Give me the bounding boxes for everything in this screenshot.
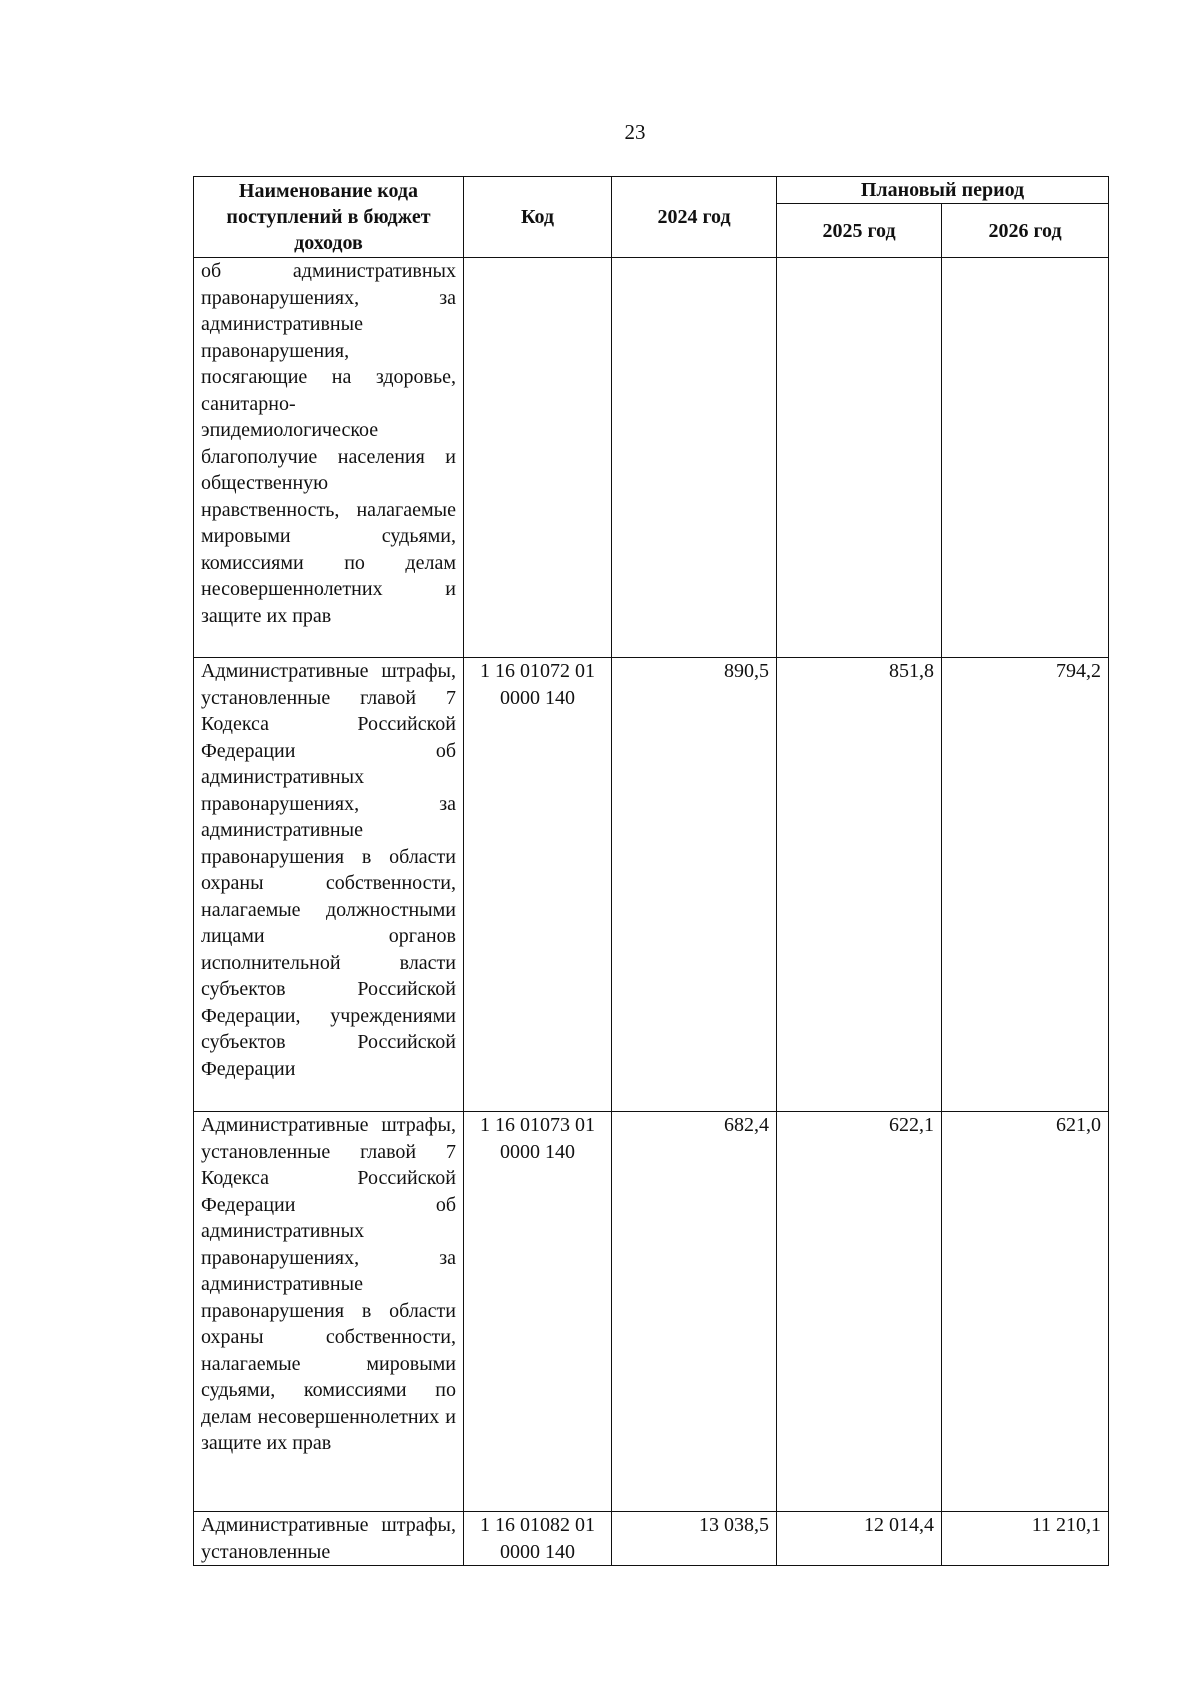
row-value-2026: 621,0 <box>942 1112 1109 1512</box>
revenue-table <box>193 176 1109 1566</box>
row-value-2026 <box>942 258 1109 658</box>
table-row <box>194 658 1109 1112</box>
row-value-2025: 622,1 <box>777 1112 942 1512</box>
row-value-2025: 851,8 <box>777 658 942 1112</box>
page-number: 23 <box>624 120 646 144</box>
row-name: об административных правонарушениях, за административные правонарушения, посягающие на здоровье, санитарно-эпидемиологическое благополучие населения и общественную нравственность, налагаемые мировыми судьями, комиссиями по делам несовершеннолетних и защите их прав <box>194 258 464 658</box>
row-name: Административные штрафы, установленные главой 7 Кодекса Российской Федерации об административных правонарушениях, за административные правонарушения в области охраны собственности, налагаемые должностными лицами органов исполнительной власти субъектов Российской Федерации, учреждениями субъектов Российской Федерации <box>194 658 464 1112</box>
table-body <box>194 258 1109 1566</box>
row-value-2024: 682,4 <box>612 1112 777 1512</box>
row-value-2025: 12 014,4 <box>777 1512 942 1566</box>
row-code: 1 16 01072 01 0000 140 <box>464 658 612 1112</box>
row-name: Административные штрафы, установленные главой 7 Кодекса Российской Федерации об административных правонарушениях, за административные правонарушения в области охраны собственности, налагаемые мировыми судьями, комиссиями по делам несовершеннолетних и защите их прав <box>194 1112 464 1512</box>
header-2025: 2025 год <box>777 204 942 258</box>
row-code: 1 16 01082 01 0000 140 <box>464 1512 612 1566</box>
row-value-2025 <box>777 258 942 658</box>
header-2026: 2026 год <box>942 204 1109 258</box>
header-planned-period: Плановый период <box>777 177 1109 204</box>
table-row <box>194 1512 1109 1566</box>
table-row <box>194 258 1109 658</box>
row-code <box>464 258 612 658</box>
row-value-2024 <box>612 258 777 658</box>
table-row <box>194 1112 1109 1512</box>
header-code: Код <box>464 177 612 258</box>
row-value-2024: 890,5 <box>612 658 777 1112</box>
row-value-2026: 794,2 <box>942 658 1109 1112</box>
row-name: Административные штрафы, установленные <box>194 1512 464 1566</box>
table-header <box>194 177 1109 258</box>
header-name: Наименование кода поступлений в бюджет доходов <box>194 177 464 258</box>
header-2024: 2024 год <box>612 177 777 258</box>
row-value-2024: 13 038,5 <box>612 1512 777 1566</box>
row-value-2026: 11 210,1 <box>942 1512 1109 1566</box>
row-code: 1 16 01073 01 0000 140 <box>464 1112 612 1512</box>
